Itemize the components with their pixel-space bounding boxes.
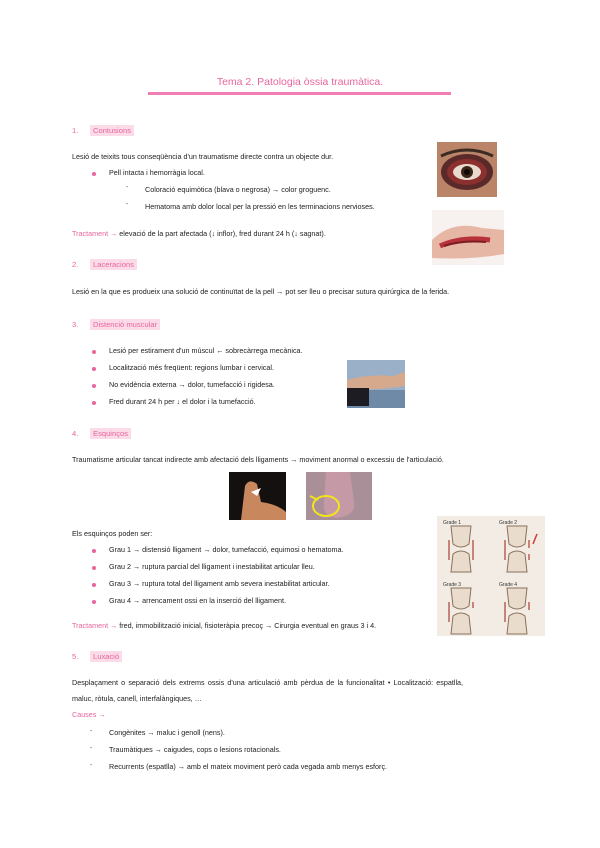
bullet-dot [92, 367, 96, 371]
diagram-label-grade-2: Grade 2 [499, 520, 518, 526]
contusions-treatment [72, 229, 326, 239]
luxacio-line-2: maluc, ròtula, canell, interfalàngiques, … [72, 694, 202, 703]
bullet-dot [92, 401, 96, 405]
diagram-label-grade-1: Grade 1 [443, 520, 462, 526]
bullet-dot [92, 600, 96, 604]
distencio-bullet-4: Fred durant 24 h per ↓ el dolor i la tumefacció. [109, 397, 256, 406]
dash-marker: - [126, 201, 129, 208]
esquincos-grades-intro: Els esquinços poden ser: [72, 529, 153, 538]
esquincos-treatment [72, 621, 376, 631]
page-title: Tema 2. Patologia òssia traumàtica. [216, 76, 384, 88]
laceration-hand-photo [432, 210, 504, 265]
bullet-dot [92, 350, 96, 354]
dash-marker: - [126, 184, 129, 191]
section-heading-contusions [72, 125, 134, 138]
luxacio-cause-3: Recurrents (espatlla) → amb el mateix moviment però cada vegada amb menys esforç. [109, 762, 388, 771]
dash-marker: - [90, 728, 93, 735]
section-label: Distenció muscular [90, 319, 160, 330]
diagram-label-grade-3: Grade 3 [443, 582, 462, 588]
bullet-dot [92, 583, 96, 587]
esquincos-grade-3: Grau 3 → ruptura total del lligament amb severa inestabilitat articular. [109, 579, 330, 588]
section-heading-distencio [72, 319, 160, 332]
section-number: 5. [72, 652, 79, 661]
foot-sprain-photo [229, 472, 286, 520]
section-number: 4. [72, 429, 79, 438]
contusions-sub-2: Hematoma amb dolor local per la pressió en les terminacions nervioses. [145, 202, 375, 211]
section-heading-esquincos [72, 428, 131, 441]
section-heading-luxacio [72, 651, 122, 664]
contusions-bullet: Pell intacta i hemorràgia local. [109, 168, 205, 177]
treatment-label: Tractament → [72, 229, 118, 238]
treatment-label: Tractament → [72, 621, 118, 630]
luxacio-cause-1: Congènites → maluc i genoll (nens). [109, 728, 225, 737]
bullet-dot [92, 172, 96, 176]
contusions-sub-1: Coloració equimòtica (blava o negrosa) → color groguenc. [145, 185, 331, 194]
diagram-label-grade-4: Grade 4 [499, 582, 518, 588]
dash-marker: - [90, 745, 93, 752]
section-number: 2. [72, 260, 79, 269]
esquincos-grade-4: Grau 4 → arrencament ossi en la inserció del lligament. [109, 596, 286, 605]
esquincos-grade-2: Grau 2 → ruptura parcial del lligament i inestabilitat articular lleu. [109, 562, 315, 571]
bullet-dot [92, 384, 96, 388]
section-label: Contusions [90, 125, 134, 136]
laceracions-text: Lesió en la que es produeix una solució de continuïtat de la pell → pot ser lleu o precisar sutura quirúrgica de la ferida. [72, 287, 450, 296]
luxacio-line-1: Desplaçament o separació dels extrems ossis d'una articulació amb pèrdua de la funcionalitat • Localització: espatlla, [72, 678, 464, 687]
title-underline [148, 92, 451, 95]
bullet-dot [92, 549, 96, 553]
section-number: 1. [72, 126, 79, 135]
section-label: Esquinços [90, 428, 131, 439]
treatment-text: elevació de la part afectada (↓ inflor), fred durant 24 h (↓ sagnat). [117, 229, 326, 238]
dash-marker: - [90, 762, 93, 769]
section-label: Luxació [90, 651, 122, 662]
luxacio-cause-2: Traumàtiques → caigudes, cops o lesions rotacionals. [109, 745, 281, 754]
treatment-text: fred, immobilització inicial, fisioteràpia precoç → Cirurgia eventual en graus 3 i 4. [117, 621, 377, 630]
bullet-dot [92, 566, 96, 570]
distencio-bullet-2: Localització més freqüent: regions lumbar i cervical. [109, 363, 274, 372]
esquincos-grade-1: Grau 1 → distensió lligament → dolor, tumefacció, equimosi o hematoma. [109, 545, 344, 554]
bruised-eye-photo [437, 142, 497, 197]
esquincos-intro: Traumatisme articular tancat indirecte amb afectació dels lligaments → moviment anormal o excessiu de l'articulació. [72, 455, 444, 464]
section-label: Laceracions [90, 259, 137, 270]
section-heading-laceracions [72, 259, 137, 272]
ligament-grades-diagram [437, 516, 545, 636]
causes-label: Causes → [72, 710, 106, 719]
distencio-bullet-3: No evidència externa → dolor, tumefacció i rigidesa. [109, 380, 275, 389]
distencio-bullet-1: Lesió per estirament d'un múscul ← sobrecàrrega mecànica. [109, 346, 303, 355]
leg-stretch-photo [347, 360, 405, 408]
section-number: 3. [72, 320, 79, 329]
ankle-swelling-photo [306, 472, 372, 520]
contusions-intro: Lesió de teixits tous conseqüència d'un traumatisme directe contra un objecte dur. [72, 152, 334, 161]
